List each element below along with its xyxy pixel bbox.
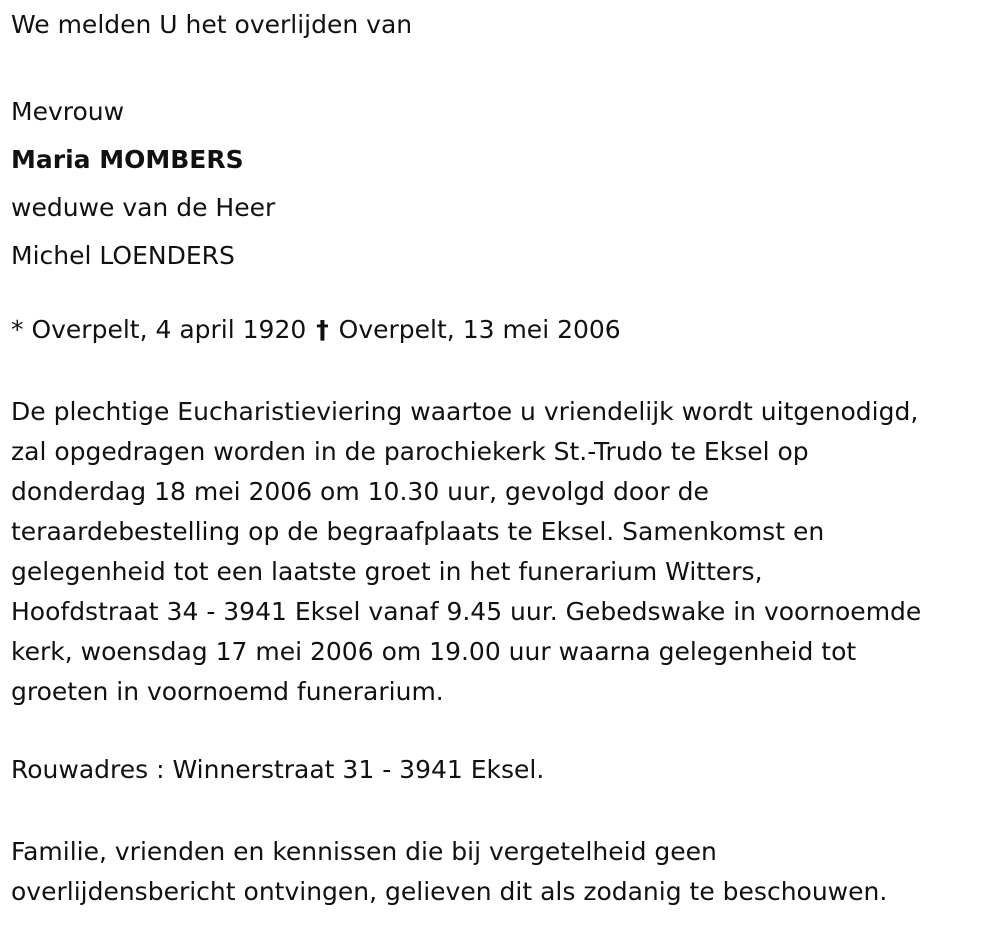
ceremony-line: De plechtige Eucharistieviering waartoe u vriendelijk wordt uitgenodigd, <box>11 397 919 426</box>
intro-text <box>11 8 412 42</box>
ceremony-line: kerk, woensdag 17 mei 2006 om 19.00 uur waarna gelegenheid tot <box>11 637 857 666</box>
ceremony-line: groeten in voornoemd funerarium. <box>11 677 444 706</box>
deceased-block <box>11 88 275 280</box>
intro-line: We melden U het overlijden van <box>11 10 413 39</box>
ceremony-line: donderdag 18 mei 2006 om 10.30 uur, gevolgd door de <box>11 477 709 506</box>
deceased-name: Maria MOMBERS <box>11 145 244 174</box>
deceased-spouse: Michel LOENDERS <box>11 241 235 270</box>
birth-date: * Overpelt, 4 april 1920 <box>11 315 307 344</box>
life-dates <box>11 313 621 347</box>
ceremony-paragraph <box>11 392 921 712</box>
ceremony-line: Hoofdstraat 34 - 3941 Eksel vanaf 9.45 uur. Gebedswake in voornoemde <box>11 597 922 626</box>
ceremony-line: gelegenheid tot een laatste groet in het funerarium Witters, <box>11 557 763 586</box>
mourning-address <box>11 753 544 787</box>
deceased-title: Mevrouw <box>11 97 125 126</box>
deceased-relation: weduwe van de Heer <box>11 193 276 222</box>
closing-line: Familie, vrienden en kennissen die bij vergetelheid geen <box>11 837 717 866</box>
death-date: Overpelt, 13 mei 2006 <box>338 315 621 344</box>
mourning-address-line: Rouwadres : Winnerstraat 31 - 3941 Eksel. <box>11 755 545 784</box>
ceremony-line: teraardebestelling op de begraafplaats te Eksel. Samenkomst en <box>11 517 825 546</box>
closing-paragraph <box>11 832 887 912</box>
closing-line: overlijdensbericht ontvingen, gelieven dit als zodanig te beschouwen. <box>11 877 888 906</box>
cross-icon: † <box>316 315 329 344</box>
life-dates-line <box>11 313 621 347</box>
ceremony-line: zal opgedragen worden in de parochiekerk St.-Trudo te Eksel op <box>11 437 809 466</box>
